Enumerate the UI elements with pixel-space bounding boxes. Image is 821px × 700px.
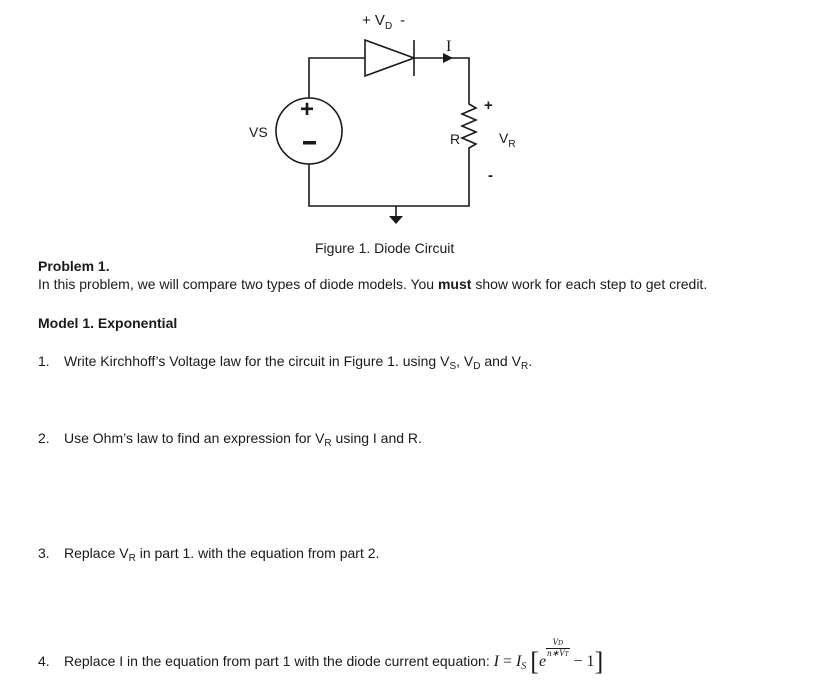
subscript: R <box>324 438 332 449</box>
wire-top-right <box>414 58 469 100</box>
resistor-label: R <box>450 131 461 147</box>
step-text: in part 1. with the equation from part 2. <box>135 545 380 561</box>
step-text: and V <box>480 353 521 369</box>
eq-frac-den: n∗V <box>547 648 565 658</box>
step-text: Write Kirchhoff’s Voltage law for the circuit in Figure 1. using V <box>64 353 450 369</box>
step-number: 3. <box>38 545 50 561</box>
vr-label: $V_R$ <box>499 130 516 150</box>
eq-exponent-fraction <box>546 638 569 659</box>
problem-intro <box>38 276 707 292</box>
wire-top-left <box>309 58 365 98</box>
current-label: I <box>446 38 452 55</box>
diode-equation <box>493 637 604 676</box>
subscript: S <box>449 361 457 372</box>
step-text: Replace V <box>64 545 129 561</box>
step-text: Replace I in the equation from part 1 with the diode current equation: <box>64 653 494 669</box>
subscript: R <box>520 361 529 372</box>
diode-circuit-figure <box>0 0 821 240</box>
intro-text-1: In this problem, we will compare two types of diode models. You <box>38 276 438 292</box>
intro-emphasis: must <box>437 276 472 292</box>
step-text: , V <box>456 353 474 369</box>
problem-title: Problem 1. <box>38 258 110 274</box>
eq-equals: = <box>498 653 516 670</box>
step-text: using I and R. <box>331 430 422 446</box>
source-label: VS <box>249 124 268 140</box>
step-text: . <box>528 353 533 369</box>
resistor-zigzag <box>462 100 476 152</box>
figure-caption: Figure 1. Diode Circuit <box>315 240 455 256</box>
model-title: Model 1. Exponential <box>38 315 178 331</box>
eq-current: I <box>493 653 499 670</box>
eq-frac-den-sub: T <box>564 650 569 658</box>
step-1 <box>38 353 532 372</box>
step-number: 1. <box>38 353 50 369</box>
step-number: 2. <box>38 430 50 446</box>
diode-triangle <box>365 40 414 76</box>
step-3 <box>38 545 379 564</box>
subscript: D <box>473 361 481 372</box>
step-text: Use Ohm’s law to find an expression for V <box>64 430 325 446</box>
subscript: R <box>128 553 136 564</box>
intro-text-2: show work for each step to get credit. <box>471 276 708 292</box>
vr-minus-label: - <box>488 167 493 184</box>
wire-bottom <box>309 152 469 206</box>
ground-arrow-icon <box>389 216 403 224</box>
step-number: 4. <box>38 653 50 669</box>
vr-plus-label: + <box>484 97 493 114</box>
eq-exp-base: e <box>538 653 547 670</box>
eq-right-bracket: ] <box>594 647 604 676</box>
diode-voltage-label: + $V_D$ - <box>362 12 406 32</box>
eq-subscript: S <box>521 661 527 672</box>
eq-frac-num-sub: D <box>558 639 564 647</box>
eq-saturation-current: I <box>515 653 522 670</box>
step-4 <box>38 638 603 677</box>
eq-frac-num: V <box>552 637 559 647</box>
step-2 <box>38 430 422 449</box>
source-minus-bar <box>303 141 316 145</box>
eq-minus-one: − 1 <box>569 653 595 670</box>
source-plus: + <box>300 96 315 123</box>
eq-left-bracket: [ <box>530 647 539 676</box>
